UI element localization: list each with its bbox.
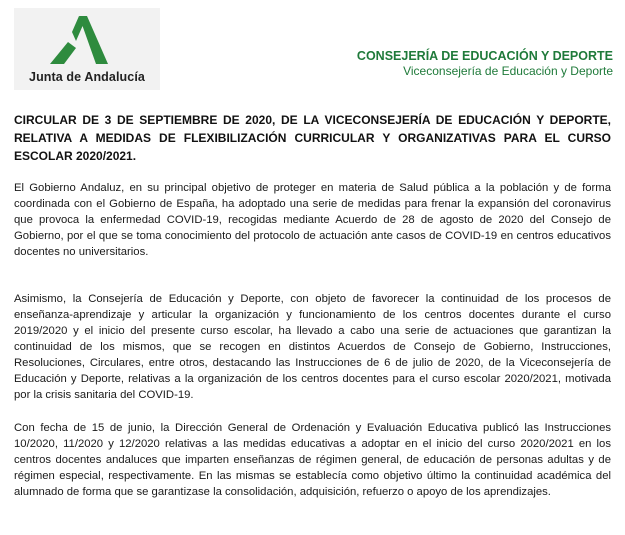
department-title: CONSEJERÍA DE EDUCACIÓN Y DEPORTE (356, 49, 613, 63)
junta-logo (14, 8, 160, 90)
paragraph-2: Asimismo, la Consejería de Educación y Deporte, con objeto de favorecer la continuidad de los procesos de enseñanza-aprendizaje y articular la organización y funcionamiento de los centros docentes durante el curso 2019/2020 y el inicio del presente curso escolar, ha llevado a cabo una serie de actuaciones que garantizan la continuidad de los mismos, que se recogen en distintos Acuerdos de Consejo de Gobierno, Instrucciones, Resoluciones, Circulares, entre otros, destacando las Instrucciones de 6 de julio de 2020, de la Viceconsejería de Educación y Deporte, relativas a la organización de los centros docentes para el curso escolar 2020/2021, motivada por la crisis sanitaria del COVID-19. (14, 293, 611, 401)
paragraph-1: El Gobierno Andaluz, en su principal objetivo de proteger en materia de Salud pública a la población y de forma coordinada con el Gobierno de España, ha adoptado una serie de medidas para frenar la expansión del coronavirus que provoca la enfermedad COVID-19, recogidas mediante Acuerdo de 28 de agosto de 2020 del Consejo de Gobierno, por el que se toma conocimiento del protocolo de actuación ante casos de COVID-19 en centros educativos docentes no universitarios. (14, 182, 611, 258)
subdepartment-title: Viceconsejería de Educación y Deporte (403, 64, 613, 78)
junta-logo-icon (48, 14, 110, 66)
letterhead (0, 0, 625, 95)
paragraph-3: Con fecha de 15 de junio, la Dirección General de Ordenación y Evaluación Educativa publicó las Instrucciones 10/2020, 11/2020 y 12/2020 relativas a las medidas educativas a adoptar en el inicio del curso 2020/2021 en los centros docentes andaluces que imparten enseñanzas de régimen general, de educación de personas adultas y de régimen especial, respectivamente. En las mismas se establecía como objetivo último la continuidad académica del alumnado de forma que se garantizase la consolidación, adquisición, refuerzo o apoyo de los aprendizajes. (14, 422, 611, 498)
department-heading (357, 48, 613, 79)
document-title: CIRCULAR DE 3 DE SEPTIEMBRE DE 2020, DE LA VICECONSEJERÍA DE EDUCACIÓN Y DEPORTE, RELATIVA A MEDIDAS DE FLEXIBILIZACIÓN CURRICULAR Y ORGANIZATIVAS PARA EL CURSO ESCOLAR 2020/2021. (14, 113, 611, 163)
logo-text: Junta de Andalucía (29, 70, 145, 84)
